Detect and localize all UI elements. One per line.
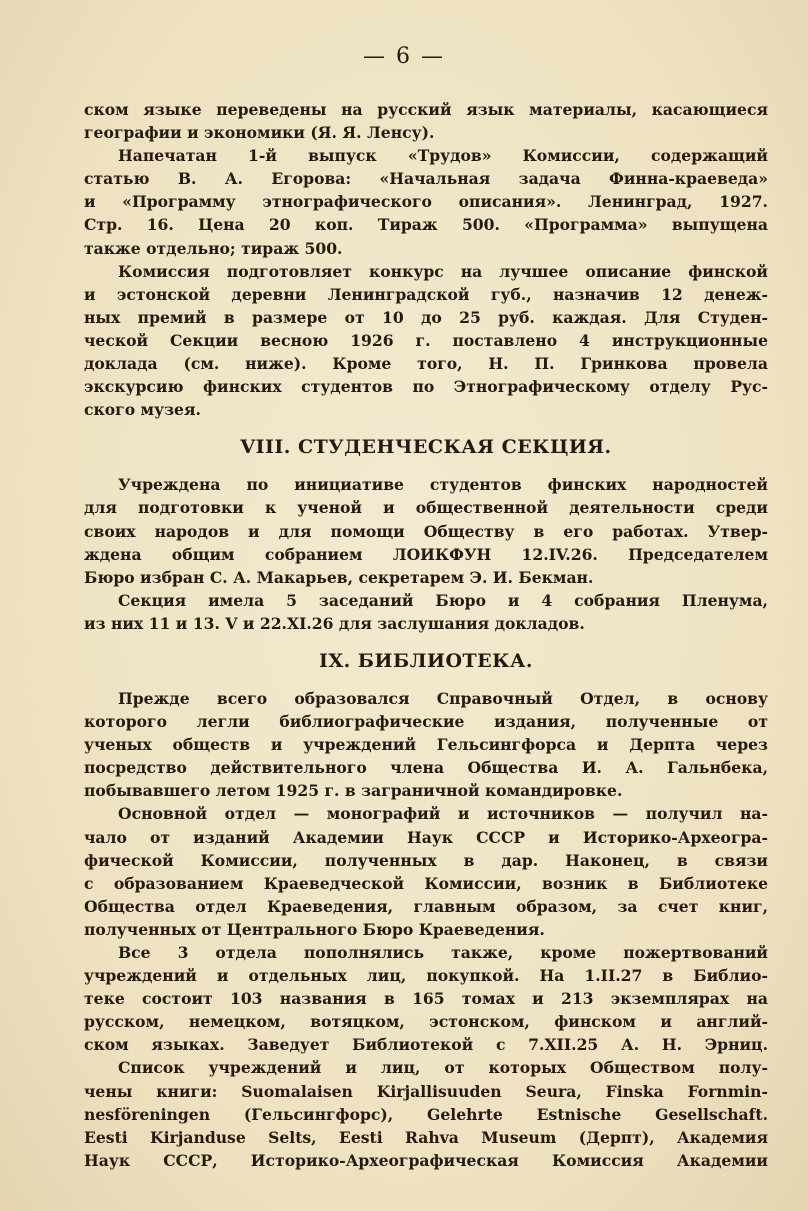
text-line: Стр. 16. Цена 20 коп. Тираж 500. «Программа» выпущена: [84, 215, 768, 235]
section-heading: IX. БИБЛИОТЕКА.: [318, 649, 534, 672]
text-line: статью В. А. Егорова: «Начальная задача Финна-краеведа»: [84, 169, 768, 189]
text-line: Все 3 отдела пополнялись также, кроме пожертвований: [118, 943, 768, 962]
text-line: Прежде всего образовался Справочный Отдел, в основу: [118, 688, 768, 708]
text-line: побывавшего летом 1925 г. в заграничной командировке.: [84, 781, 623, 801]
text-line: Основной отдел — монографий и источников — получил на-: [118, 804, 768, 824]
text-line: полученных от Центрального Бюро Краеведения.: [84, 919, 545, 939]
text-line: из них 11 и 13. V и 22.XI.26 для заслушания докладов.: [84, 613, 585, 633]
text-line: ных премий в размере от 10 до 25 руб. каждая. Для Студен-: [84, 307, 768, 327]
text-line: и эстонской деревни Ленинградской губ., назначив 12 денеж-: [84, 284, 768, 304]
text-line: своих народов и для помощи Обществу в его работах. Утвер-: [84, 521, 768, 541]
text-line: Напечатан 1-й выпуск «Трудов» Комиссии, содержащий: [118, 146, 768, 166]
text-line: чены книги: Suomalaisen Kirjallisuuden Seura, Finska Fornmin-: [84, 1081, 768, 1101]
text-line: географии и экономики (Я. Я. Ленсу).: [84, 123, 435, 143]
text-line: для подготовки к ученой и общественной деятельности среди: [84, 498, 768, 518]
text-line: nesföreningen (Гельсингфорс), Gelehrte Estnische Gesellschaft.: [84, 1104, 768, 1124]
text-line: с образованием Краеведческой Комиссии, возник в Библиотеке: [84, 873, 768, 893]
page-number: — 6 —: [363, 44, 445, 69]
text-line: Бюро избран С. А. Макарьев, секретарем Э. И. Бекман.: [84, 567, 594, 587]
text-line: Секция имела 5 заседаний Бюро и 4 собрания Пленума,: [118, 590, 768, 610]
text-line: ческой Секции весною 1926 г. поставлено 4 инструкционные: [84, 330, 768, 350]
text-line: Комиссия подготовляет конкурс на лучшее описание финской: [118, 261, 768, 281]
section-heading: VIII. СТУДЕНЧЕСКАЯ СЕКЦИЯ.: [240, 436, 612, 459]
text-line: Учреждена по инициативе студентов финских народностей: [118, 475, 768, 495]
text-line: и «Программу этнографического описания». Ленинград, 1927.: [84, 192, 768, 212]
text-line: ученых обществ и учреждений Гельсингфорса и Дерпта через: [84, 735, 768, 755]
text-line: также отдельно; тираж 500.: [84, 238, 343, 258]
text-line: ского музея.: [84, 400, 201, 420]
text-line: теке состоит 103 названия в 165 томах и 213 экземплярах на: [84, 989, 768, 1009]
text-line: Наук СССР, Историко-Археографическая Комиссия Академии: [84, 1150, 768, 1170]
text-line: посредство действительного члена Общества И. А. Гальнбека,: [84, 758, 768, 778]
text-line: доклада (см. ниже). Кроме того, Н. П. Гринкова провела: [84, 354, 768, 374]
text-line: ском языке переведены на русский язык материалы, касающиеся: [84, 100, 768, 119]
text-line: учреждений и отдельных лиц, покупкой. На 1.II.27 в Библио-: [84, 966, 768, 986]
text-line: ждена общим собранием ЛОИКФУН 12.IV.26. Председателем: [84, 544, 768, 564]
text-line: Список учреждений и лиц, от которых Обществом полу-: [118, 1058, 768, 1078]
text-line: ском языках. Заведует Библиотекой с 7.XII.25 А. Н. Эрниц.: [84, 1035, 768, 1055]
text-line: экскурсию финских студентов по Этнографическому отделу Рус-: [84, 377, 768, 397]
text-line: чало от изданий Академии Наук СССР и Историко-Археогра-: [84, 827, 768, 847]
document-body: [84, 98, 768, 1172]
text-line: которого легли библиографические издания, полученные от: [84, 712, 768, 732]
text-line: Eesti Kirjanduse Selts, Eesti Rahva Museum (Дерпт), Академия: [84, 1127, 768, 1147]
text-line: фической Комиссии, полученных в дар. Наконец, в связи: [84, 850, 768, 870]
text-line: Общества отдел Краеведения, главным образом, за счет книг,: [84, 896, 768, 916]
text-line: русском, немецком, вотяцком, эстонском, финском и англий-: [84, 1012, 768, 1032]
